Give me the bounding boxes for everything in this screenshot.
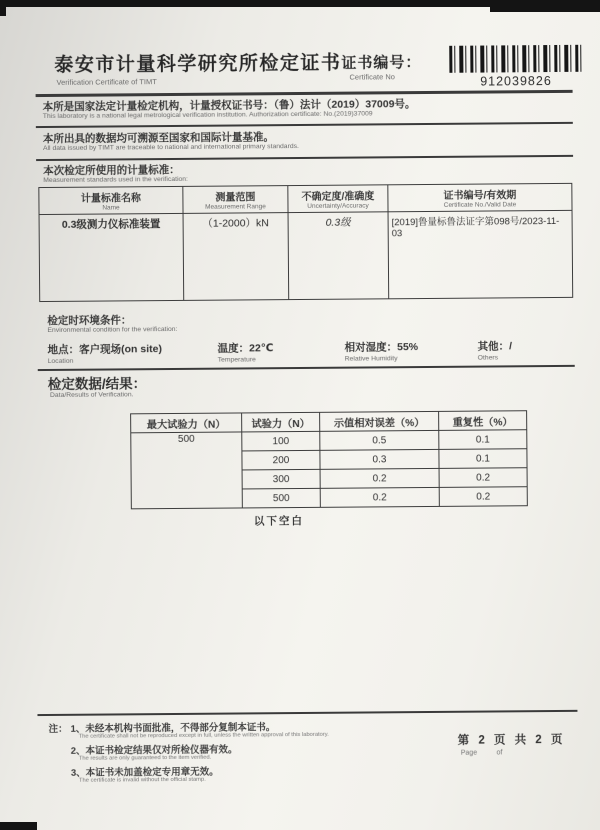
env-humidity-value: 相对湿度：55% [344,341,419,354]
force-cell: 200 [242,450,320,470]
footer-note-3-zh: 3、本证书未加盖检定专用章无效。 [70,766,219,779]
footer-note-1-zh: 1、未经本机构书面批准，不得部分复制本证书。 [70,722,276,735]
col-header-test-force: 试验力（N） [242,412,320,432]
standards-table-header-row [39,183,572,214]
repeat-cell: 0.1 [439,449,527,469]
authorization-statement-zh: 本所是国家法定计量检定机构，计量授权证书号：（鲁）法计（2019）37009号。 [42,98,416,114]
env-others-value: 其他：/ [477,340,513,353]
col-header-error: 示值相对误差（%） [320,411,439,431]
divider [38,365,575,371]
standard-name-cell: 0.3级测力仪标准装置 [39,213,184,301]
blank-below-note: 以下空白 [253,514,304,528]
repeat-cell: 0.1 [439,430,527,450]
force-cell: 500 [242,488,320,508]
error-cell: 0.5 [320,430,439,450]
results-title-zh: 检定数据/结果： [47,376,147,392]
env-location-label-en: Location [47,357,74,365]
standard-range-cell: （1-2000）kN [183,213,289,301]
error-cell: 0.2 [320,468,439,488]
cert-no-label: 证书编号： [341,54,422,72]
footer-note-1-en: The certificate shall not be reproduced except in full, unless the written approval of this laboratory. [78,731,329,740]
environment-title-zh: 检定时环境条件： [47,314,132,327]
col-header-repeatability: 重复性（%） [439,411,527,431]
footer-divider [37,710,577,716]
env-location-value: 地点：客户现场(on site) [47,343,162,356]
divider [36,122,573,128]
env-others-label-en: Others [477,354,499,362]
col-header-certificate: 证书编号/有效期 Certificate No./Valid Date [388,183,572,211]
notes-label: 注： [48,723,68,735]
scan-edge-bottom-left [0,822,37,830]
standards-used-statement-en: Measurement standards used in the verification: [43,175,188,185]
col-header-name: 计量标准名称 Name [39,186,183,214]
divider [36,90,573,97]
page-number-en: Page of [460,749,503,757]
page-subtitle: Verification Certificate of TIMT [56,77,157,87]
page-title: 泰安市计量科学研究所检定证书 [54,52,342,76]
standard-certificate-cell: [2019]鲁量标鲁法证字第098号/2023-11-03 [388,210,573,298]
divider [36,155,573,161]
cert-no-value: 912039826 [480,74,552,89]
scan-edge-top-right [490,0,600,12]
col-header-range: 测量范围 Measurement Range [183,186,288,214]
footer-note-2-en: The results are only guaranteed to the item verified. [78,754,212,762]
col-header-max-force: 最大试验力（N） [131,413,242,433]
standards-used-statement-zh: 本次检定所使用的计量标准： [43,163,180,178]
footer-note-3-en: The certificate is invalid without the official stamp. [78,776,206,784]
force-cell: 300 [242,469,320,489]
environment-title-en: Environmental condition for the verification: [47,325,178,334]
traceability-statement-en: All data issued by TIMT are traceable to national and international primary standards. [42,143,299,153]
authorization-statement-en: This laboratory is a national legal metrological verification institution. Authorization certificate: No.(2019)37009 [42,110,373,121]
standards-table-row [39,210,573,301]
barcode-icon [449,45,582,73]
max-force-cell: 500 [131,432,243,509]
scan-edge-top-left [0,6,6,16]
env-temperature-value: 温度：22℃ [217,342,274,355]
page-number-zh: 第 2 页 共 2 页 [457,733,566,747]
error-cell: 0.3 [320,449,439,469]
footer-note-2-zh: 2、本证书检定结果仅对所检仪器有效。 [70,744,238,757]
repeat-cell: 0.2 [439,468,527,488]
error-cell: 0.2 [320,487,439,507]
measurement-standards-table [38,183,573,302]
standard-accuracy-cell: 0.3级 [288,212,389,300]
repeat-cell: 0.2 [439,487,527,507]
env-temperature-label-en: Temperature [217,356,256,364]
cert-no-label-en: Certificate No [349,72,395,82]
traceability-statement-zh: 本所出具的数据均可溯源至国家和国际计量基准。 [42,131,274,146]
col-header-accuracy: 不确定度/准确度 Uncertainty/Accuracy [288,185,388,213]
force-cell: 100 [242,431,320,451]
verification-results-table [130,410,528,509]
env-humidity-label-en: Relative Humidity [344,355,398,363]
results-title-en: Data/Results of Verification. [49,391,134,399]
